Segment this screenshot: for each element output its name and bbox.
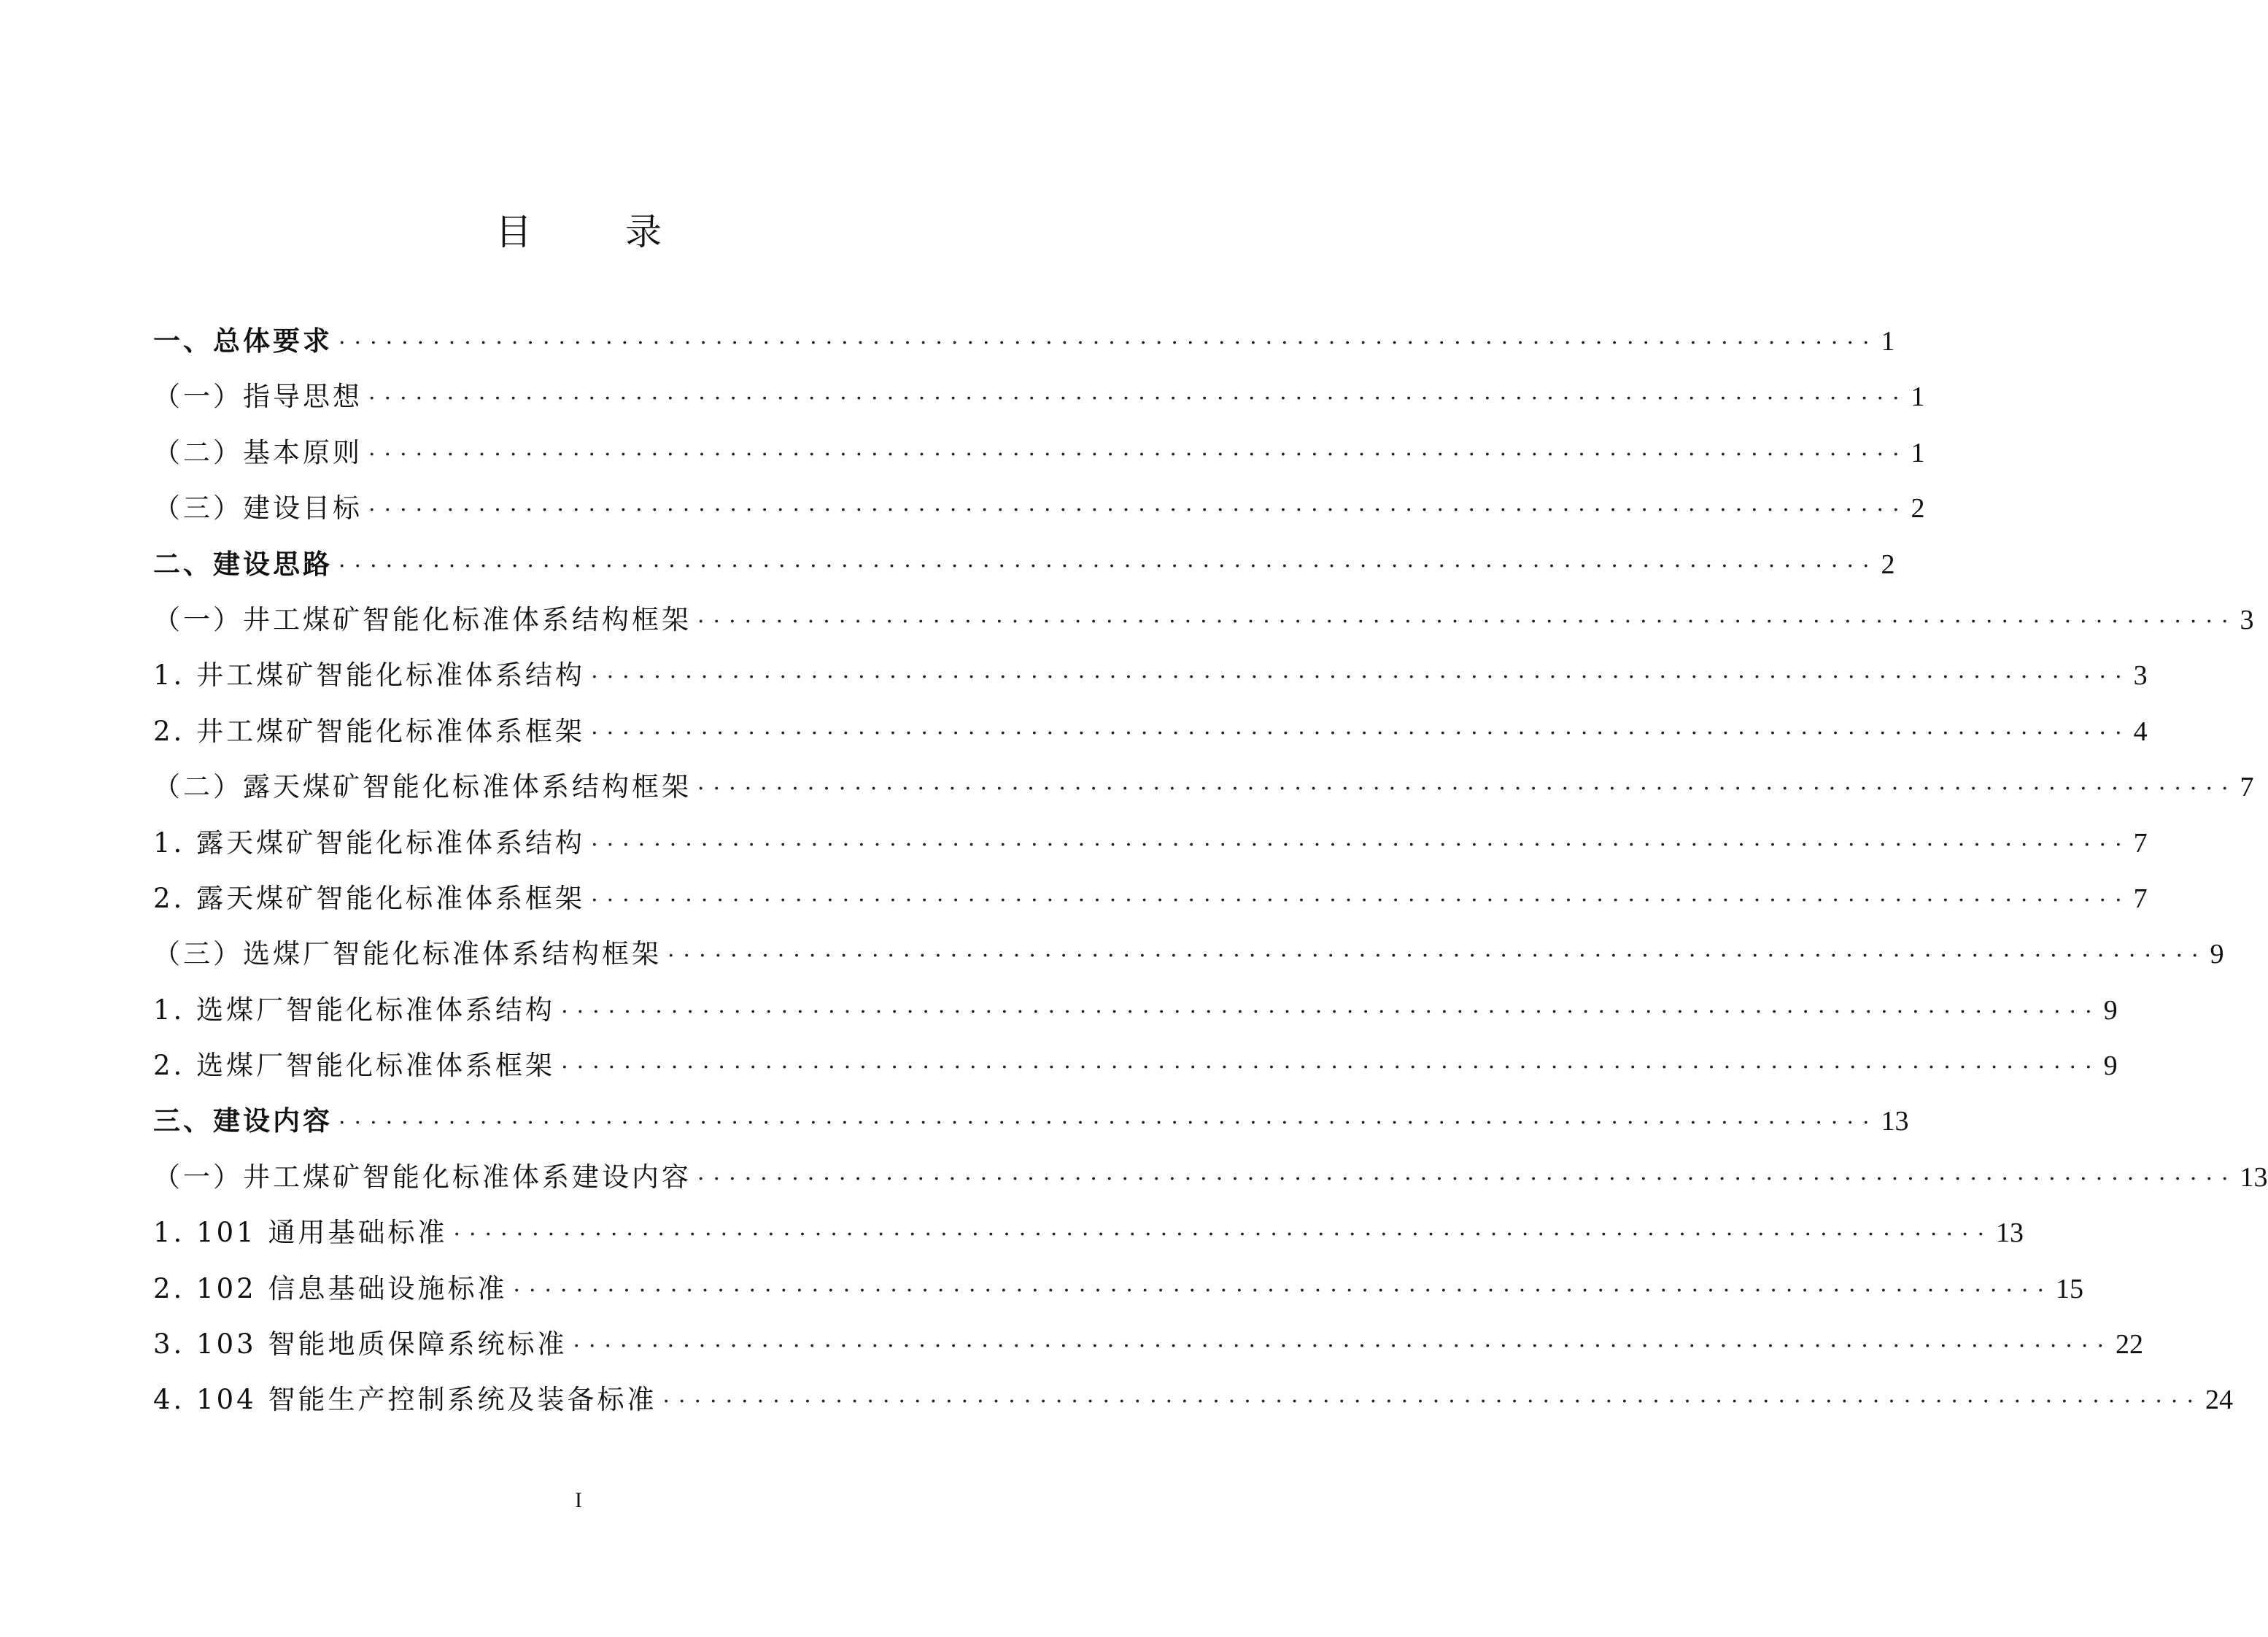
toc-entry-page: 22: [2116, 1329, 2143, 1361]
page-number-footer: I: [575, 1488, 582, 1512]
toc-entry-page: 3: [2133, 660, 2148, 692]
toc-entry[interactable]: [153, 983, 2118, 1038]
toc-entry[interactable]: [153, 1372, 2233, 1428]
toc-entry-label: 4. 104 智能生产控制系统及装备标准: [153, 1384, 657, 1416]
toc-entry-label: （一）井工煤矿智能化标准体系结构框架: [153, 603, 692, 635]
toc-entry-label: 1. 露天煤矿智能化标准体系结构: [153, 827, 586, 859]
toc-entry-page: 13: [1996, 1218, 2024, 1249]
toc-entry-label: 2. 选煤厂智能化标准体系框架: [153, 1050, 556, 1082]
toc-leader-dots: ··································································································: [697, 776, 2237, 802]
toc-entry[interactable]: [153, 1094, 1909, 1149]
toc-entry[interactable]: [153, 1205, 2024, 1261]
toc-entry[interactable]: [153, 871, 2148, 926]
toc-entry-label: 2. 露天煤矿智能化标准体系框架: [153, 882, 586, 914]
toc-entry-label: 2. 井工煤矿智能化标准体系框架: [153, 715, 586, 747]
page-title: 目 录: [495, 211, 703, 253]
toc-entry[interactable]: [153, 537, 1895, 592]
toc-leader-dots: ··································································································: [338, 1110, 1878, 1137]
toc-entry-page: 13: [2240, 1161, 2268, 1193]
toc-entry-page: 7: [2133, 883, 2148, 914]
toc-leader-dots: ··································································································: [667, 943, 2207, 970]
toc-entry[interactable]: [153, 1261, 2083, 1317]
toc-entry[interactable]: [153, 314, 1895, 369]
toc-entry[interactable]: [153, 592, 2254, 648]
toc-leader-dots: ··································································································: [453, 1222, 1993, 1248]
toc-entry-label: （二）基本原则: [153, 436, 363, 468]
toc-entry-page: 7: [2133, 827, 2148, 859]
toc-entry-label: 二、建设思路: [153, 548, 333, 580]
toc-entry[interactable]: [153, 816, 2148, 871]
toc-entry-page: 24: [2205, 1385, 2233, 1416]
toc-entry-page: 1: [1881, 326, 1895, 357]
toc-entry[interactable]: [153, 1038, 2118, 1094]
toc-entry[interactable]: [153, 704, 2148, 759]
toc-entry-page: 9: [2210, 939, 2224, 970]
toc-entry-page: 2: [1881, 549, 1895, 580]
toc-entry[interactable]: [153, 926, 2224, 982]
toc-entry-label: 1. 101 通用基础标准: [153, 1217, 448, 1249]
toc-leader-dots: ··································································································: [513, 1277, 2053, 1304]
toc-entry-label: （三）建设目标: [153, 492, 363, 525]
toc-entry-label: （三）选煤厂智能化标准体系结构框架: [153, 938, 662, 970]
toc-entry-page: 3: [2240, 604, 2254, 635]
toc-leader-dots: ··································································································: [573, 1334, 2113, 1360]
toc-entry[interactable]: [153, 481, 1925, 536]
toc-entry-page: 7: [2240, 772, 2254, 803]
toc-entry[interactable]: [153, 425, 1925, 481]
toc-entry-label: 一、总体要求: [153, 325, 333, 357]
toc-entry-page: 1: [1911, 437, 1925, 468]
toc-entry[interactable]: [153, 1317, 2143, 1372]
toc-leader-dots: ··································································································: [591, 720, 2131, 746]
table-of-contents: [153, 314, 2268, 1428]
toc-entry[interactable]: [153, 759, 2254, 815]
toc-entry-page: 2: [1911, 493, 1925, 525]
toc-entry-page: 1: [1911, 382, 1925, 413]
toc-leader-dots: ··································································································: [368, 386, 1908, 412]
toc-leader-dots: ··································································································: [697, 608, 2237, 635]
toc-entry-page: 4: [2133, 716, 2148, 747]
toc-entry-label: 三、建设内容: [153, 1105, 333, 1137]
toc-leader-dots: ··································································································: [368, 441, 1908, 468]
toc-leader-dots: ··································································································: [591, 832, 2131, 858]
toc-entry-label: （二）露天煤矿智能化标准体系结构框架: [153, 771, 692, 803]
toc-entry-page: 9: [2103, 994, 2118, 1026]
toc-entry-page: 13: [1881, 1106, 1909, 1137]
toc-leader-dots: ··································································································: [662, 1389, 2202, 1415]
toc-leader-dots: ··································································································: [338, 330, 1878, 356]
toc-leader-dots: ··································································································: [561, 999, 2101, 1025]
toc-entry-label: 2. 102 信息基础设施标准: [153, 1272, 508, 1304]
toc-entry-label: （一）指导思想: [153, 381, 363, 413]
toc-leader-dots: ··································································································: [338, 553, 1878, 579]
toc-entry[interactable]: [153, 1150, 2268, 1205]
toc-leader-dots: ··································································································: [591, 887, 2131, 913]
toc-leader-dots: ··································································································: [561, 1055, 2101, 1081]
toc-leader-dots: ··································································································: [368, 498, 1908, 524]
toc-entry-page: 15: [2056, 1273, 2083, 1304]
toc-entry-page: 9: [2103, 1050, 2118, 1082]
toc-entry-label: 1. 选煤厂智能化标准体系结构: [153, 994, 556, 1026]
toc-leader-dots: ··································································································: [591, 665, 2131, 691]
toc-entry[interactable]: [153, 648, 2148, 703]
toc-leader-dots: ··································································································: [697, 1166, 2237, 1192]
toc-entry-label: 1. 井工煤矿智能化标准体系结构: [153, 659, 586, 692]
toc-entry-label: （一）井工煤矿智能化标准体系建设内容: [153, 1161, 692, 1193]
toc-entry[interactable]: [153, 369, 1925, 425]
toc-entry-label: 3. 103 智能地质保障系统标准: [153, 1328, 568, 1361]
